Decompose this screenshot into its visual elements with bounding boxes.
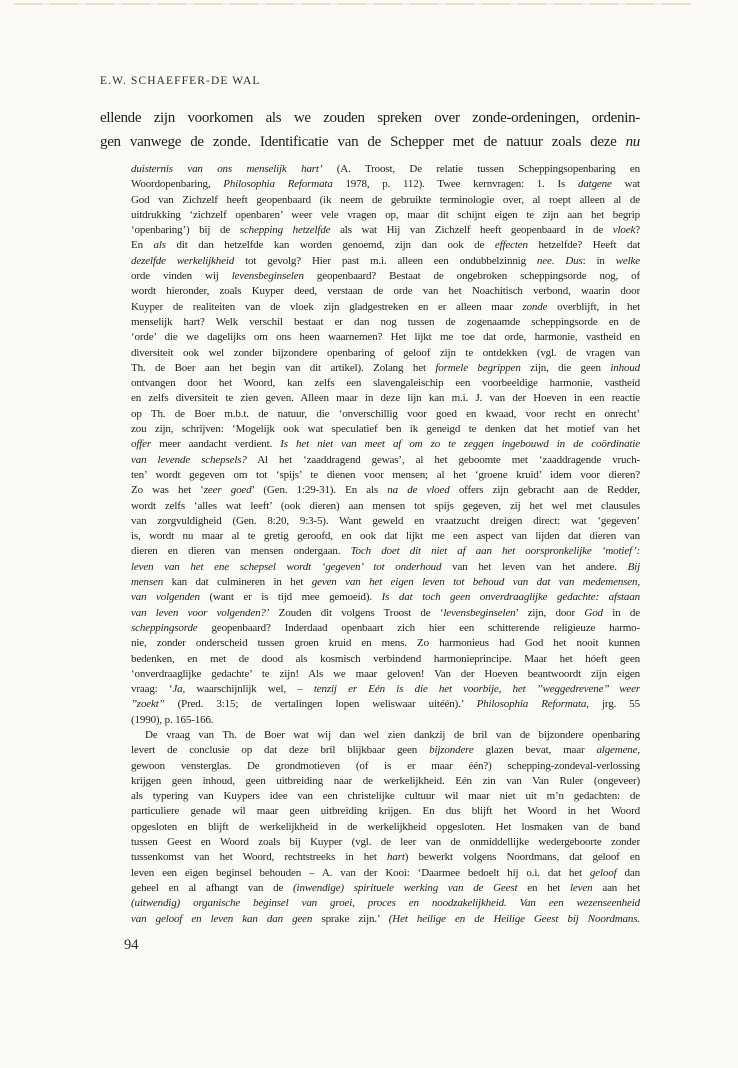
text-line: God van Zichzelf heeft geopenbaard (ik neem de gebruikte terminologie over, al roept alleen al de	[131, 193, 640, 206]
text-line: vraag: ‘Ja, waarschijnlijk wel, – tenzij er Eén is die het voorbije, het ’’weggedrevene’’ weer	[131, 683, 640, 696]
text-line: wordt zelfs ‘alles wat leeft’ (ook dieren) aan mensen tot spijs gegeven, zij het wel met clausules	[131, 499, 640, 512]
text-line: Zo was het ‘zeer goed’ (Gen. 1:29-31). En als na de vloed offers zijn gebracht aan de Redder,	[131, 484, 640, 497]
text-line: offer meer aandacht verdient. Is het niet van meet af om zo te zeggen ingebouwd in de coördinatie	[131, 438, 640, 451]
text-line: menselijk hart? Welk verschil bestaat er dan nog tussen de zogenaamde scheppingsorde en de	[131, 315, 640, 328]
text-line: En als dit dan hetzelfde kan worden genoemd, zijn dan ook de effecten hetzelfde? Heeft dat	[131, 239, 640, 252]
paragraph	[131, 162, 640, 728]
paragraph	[100, 106, 640, 154]
page-number: 94	[124, 937, 139, 953]
text-line: bedenken, en met de dood als kosmisch verbindend harmonieprincipe. Maar het hóeft geen	[131, 652, 640, 665]
text-line: mensen kan dat culmineren in het geven van het eigen leven tot behoud van dat van medemensen,	[131, 576, 640, 589]
text-line: dezelfde werkelijkheid tot gevolg? Hier past m.i. alleen een ondubbelzinnig nee. Dus: in welke	[131, 254, 640, 267]
body-text	[100, 106, 640, 154]
text-line: tussenkomst van het Woord, rechtstreeks in het hart) bewerkt volgens Noordmans, dat geloof en	[131, 851, 641, 864]
text-line: van levende schepsels? Al het ‘zaaddragend gewas’, al het geboomte met ‘zaaddragende vruch-	[131, 453, 640, 466]
text-line: (1990), p. 165-166.	[131, 713, 214, 726]
text-line: Kuyper de realiteiten van de vloek zijn gladgestreken en er alleen maar zonde overblijft, in het	[131, 300, 641, 313]
text-line: duisternis van ons menselijk hart’ (A. Troost, De relatie tussen Scheppingsopenbaring en	[131, 163, 641, 175]
scan-artifact-line	[14, 3, 692, 5]
text-line: van leven voor volgenden?’ Zouden dit volgens Troost de ‘levensbeginselen’ zijn, door God in de	[131, 606, 640, 619]
text-line: ellende zijn voorkomen als we zouden spreken over zonde-ordeningen, ordenin-	[100, 110, 640, 126]
text-line: ‘orde’ die we dagelijks om ons heen waarnemen? Het lijkt me toe dat orde, harmonie, vastheid en	[131, 331, 640, 344]
text-line: leven van het ene schepsel wordt ‘gegeven’ tot onderhoud van het leven van het andere. Bij	[131, 560, 640, 573]
text-line: diversiteit ook wel zonder bijzondere openbaring of geloof zijn te ontdekken (vgl. de vragen van	[131, 346, 640, 359]
text-line: geheel en al afhangt van de (inwendige) spirituele werking van de Geest en het leven aan het	[131, 881, 640, 894]
text-line: orde vinden wij levensbeginselen geopenbaard? Bestaat de ongebroken scheppingsorde nog, of	[131, 270, 641, 283]
text-line: en zelfs diversiteit te zien geven. Alleen maar in deze lijn kan m.i. J. van der Hoeven in een reactie	[131, 392, 640, 405]
text-line: ontvangen door het Woord, kan zelfs een slavengaleischip een voorbeeldige harmonie, vastheid	[131, 377, 640, 390]
text-line: krijgen geen inhoud, geen uitbreiding naar de werkelijkheid. Eén zin van Van Ruler (ongeveer)	[131, 774, 640, 787]
text-line: ‘onverdraaglijke gedachte’ te zijn! Als we maar geloven! Van der Hoeven beantwoordt zijn eigen	[131, 667, 640, 680]
text-line: van volgenden (want er is tijd mee gemoeid). Is dat toch geen onverdraaglijke gedachte: afstaan	[131, 591, 640, 604]
text-line: ’’zoekt’’ (Pred. 3:15; de vertalingen lopen weliswaar uitéén).’ Philosophia Reformata, jrg. 55	[131, 698, 640, 711]
text-line: wordt hieronder, zoals Kuyper deed, verstaan de orde van het Noachitisch verbond, waarin door	[131, 285, 640, 298]
text-line: particuliere genade wil maar geen uitbreiding krijgen. En dus blijft het Woord in het Woord	[131, 805, 640, 818]
text-line: uitdrukking ‘zichzelf openbaren’ weer vele vragen op, maar dit schijnt eigen te zijn aan het begrip	[131, 208, 640, 221]
text-line: op Th. de Boer m.b.t. de natuur, die ‘onverschillig voor goed en kwaad, voor recht en onrecht’	[131, 407, 640, 420]
footnote-block	[131, 162, 640, 927]
text-line: dieren en dieren van mensen ondergaan. Toch doet dit niet af aan het oorspronkelijke ‘motief’:	[131, 545, 640, 558]
text-line: van zorgvuldigheid (Gen. 8:20, 9:3-5). Want geweld en vraatzucht dreigen direct: wat ‘gegeven’	[131, 514, 640, 527]
text-line: zou zijn, schrijven: ‘Mogelijk ook wat speculatief ben ik geneigd te denken dat het motief van het	[131, 423, 640, 436]
running-header-author: E.W. SCHAEFFER-DE WAL	[100, 75, 261, 87]
text-line: Th. de Boer aan het begin van dit artikel). Zolang het formele begrippen zijn, die geen inhoud	[131, 361, 640, 374]
text-line: scheppingsorde geopenbaard? Inderdaad openbaart zich hier een schitterende religieuze harmo-	[131, 621, 640, 634]
text-line: is, wordt nu maar al te gretig geroofd, en ook dat lijkt me een aspect van lijden dat dieren van	[131, 530, 640, 543]
text-line: ten’ wordt gegeven om tot ‘spijs’ te dienen voor mensen; al het ‘groene kruid’ idem voor dieren?	[131, 468, 640, 481]
text-line: opgesloten en blijft de werkelijkheid in de werkelijkheid opgesloten. Het losmaken van de band	[131, 820, 640, 833]
text-line: tussen Geest en Woord zoals bij Kuyper (vgl. de leer van de onmiddellijke wedergeboorte zonder	[131, 836, 640, 849]
text-line: gewoon vensterglas. De grondmotieven (of is er maar één?) schepping-zondeval-verlossing	[131, 759, 640, 772]
text-line: Woordopenbaring, Philosophia Reformata 1978, p. 112). Twee kernvragen: 1. Is datgene wat	[131, 178, 640, 191]
text-line: (uitwendig) organische beginsel van groei, proces en noodzakelijkheid. Van een wezenseenheid	[131, 897, 640, 910]
paragraph	[131, 728, 640, 927]
text-line: ‘openbaring’) bij de schepping hetzelfde als wat Hij van Zichzelf heeft geopenbaard in de vloek?	[131, 224, 640, 237]
text-line: De vraag van Th. de Boer wat wij dan wel zien dankzij de bril van de bijzondere openbaring	[145, 728, 640, 741]
text-line: van geloof en leven kan dan geen sprake zijn.’ (Het heilige en de Heilige Geest bij Noordmans.	[131, 912, 640, 925]
text-line: gen vanwege de zonde. Identificatie van de Schepper met de natuur zoals deze nu	[100, 134, 640, 150]
text-line: als typering van Kuypers idee van een christelijke cultuur wil maar niet uit m’n gedachten: de	[131, 790, 640, 803]
text-line: nie, zonder onderscheid tussen groen kruid en mens. Zo harmonieus had God het nooit kunnen	[131, 637, 640, 650]
text-line: levert de conclusie op dat deze bril blijkbaar geen bijzondere glazen bevat, maar algemene,	[131, 744, 640, 757]
text-line: leven een eigen beginsel behouden – A. van der Kooi: ‘Daarmee bedoelt hij o.i. dat het geloof dan	[131, 866, 640, 879]
